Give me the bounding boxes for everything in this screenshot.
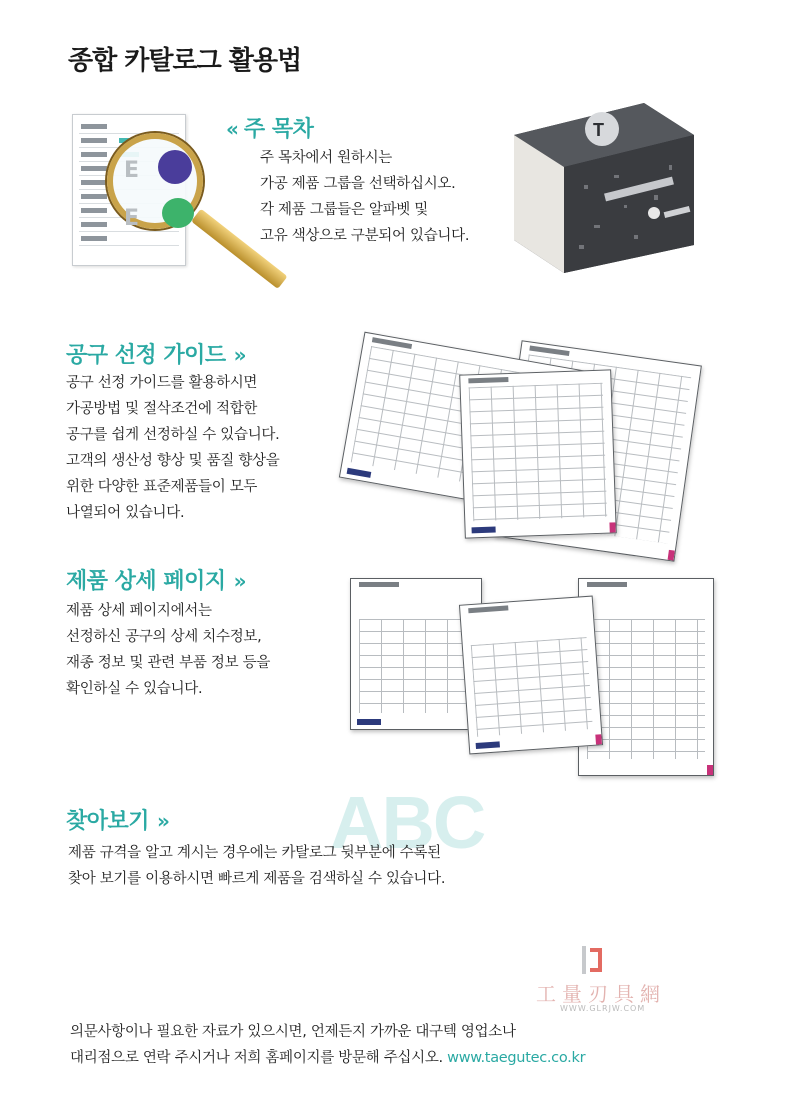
svg-text:T: T [593,120,604,140]
guide-description: 공구 선정 가이드를 활용하시면 가공방법 및 절삭조건에 적합한 공구를 쉽게 선정하실 수 있습니다. 고객의 생산성 향상 및 품질 향상을 위한 다양한 표준제품들이 모두 나열되어 있습니다. [66,375,280,521]
detail-sheet [459,596,603,755]
color-tab-green [162,198,194,228]
chevron-left-icon: « [226,117,236,141]
homepage-link[interactable]: www.taegutec.co.kr [447,1050,586,1066]
detail-sheet [578,578,714,776]
guide-heading: 공구 선정 가이드 » [66,343,244,368]
guide-sheet [459,369,617,538]
index-description: 제품 규격을 알고 계시는 경우에는 카탈로그 뒷부분에 수록된 찾아 보기를 이용하시면 빠르게 제품을 검색하실 수 있습니다. [68,845,446,887]
toc-heading: « 주 목차 [226,117,314,142]
detail-heading: 제품 상세 페이지 » [66,569,244,594]
watermark-url: WWW.GLRJW.COM [560,1004,646,1013]
abc-watermark: ABC [330,781,485,864]
page-title: 종합 카탈로그 활용법 [68,46,302,76]
index-heading: 찾아보기 » [66,809,167,834]
watermark-logo-icon [582,946,604,974]
chevron-right-icon: » [157,809,167,833]
footer-note: 의문사항이나 필요한 자료가 있으시면, 언제든지 가까운 대구텍 영업소나 대리점으로 연락 주시거나 저희 홈페이지를 방문해 주십시오. www.taegutec.co.kr [70,1024,586,1066]
catalog-book-image [494,95,704,275]
magnified-letter: E [124,158,140,183]
watermark-text: 工量刃具網 [536,982,666,1006]
detail-description: 제품 상세 페이지에서는 선정하신 공구의 상세 치수정보, 재종 정보 및 관련 부품 정보 등을 확인하실 수 있습니다. [66,603,271,697]
toc-row [79,235,179,246]
toc-description: 주 목차에서 원하시는 가공 제품 그룹을 선택하십시오. 각 제품 그룹들은 알파벳 및 고유 색상으로 구분되어 있습니다. [260,150,470,244]
color-tab-purple [158,150,192,184]
magnified-letter: E [124,206,140,231]
chevron-right-icon: » [233,569,244,593]
chevron-right-icon: » [233,343,244,367]
toc-row [79,123,179,134]
